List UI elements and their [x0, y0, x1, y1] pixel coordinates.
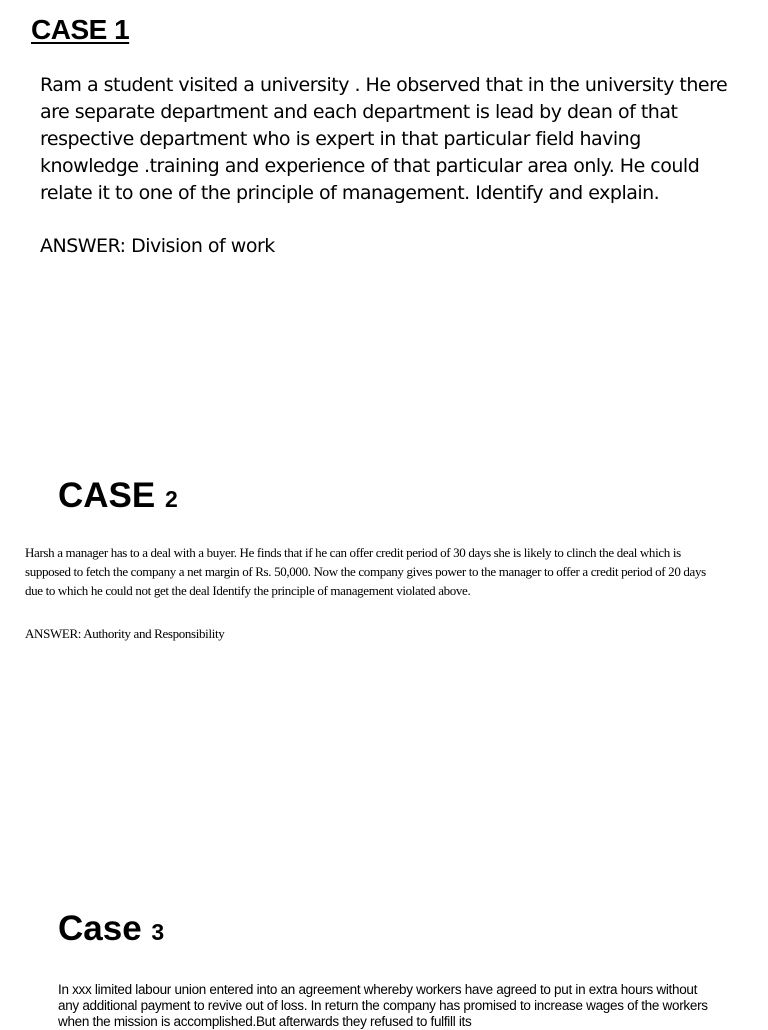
case-1-answer: ANSWER: Division of work: [40, 235, 275, 257]
case-2-title-number: 2: [164, 486, 178, 512]
case-1-question: Ram a student visited a university . He observed that in the university there are separate department and each department is lead by dean of that respective department who is expert in that particular field having knowledge .training and experience of that particular area only. He could relate it to one of the principle of management. Identify and explain.: [40, 74, 728, 204]
case-2-answer: ANSWER: Authority and Responsibility: [25, 626, 225, 641]
case-2-title: [58, 476, 178, 519]
case-3-title-word: Case: [58, 909, 142, 948]
case-3-question: In xxx limited labour union entered into an agreement whereby workers have agreed to put in extra hours without any additional payment to revive out of loss. In return the company has promised to increase wages of the workers when the mission is accomplished.But afterwards they refused to fulfill its: [58, 982, 708, 1029]
case-3-title-number: 3: [151, 919, 165, 945]
case-2-title-word: CASE: [58, 476, 156, 515]
case-1-title: CASE 1: [31, 14, 130, 45]
case-2-question: Harsh a manager has to a deal with a buyer. He finds that if he can offer credit period of 30 days she is likely to clinch the deal which is supposed to fetch the company a net margin of Rs. 50,000. Now the company gives power to the manager to offer a credit period of 20 days due to which he could not get the deal Identify the principle of management violated above.: [25, 545, 706, 598]
case-3-title: [58, 909, 164, 952]
